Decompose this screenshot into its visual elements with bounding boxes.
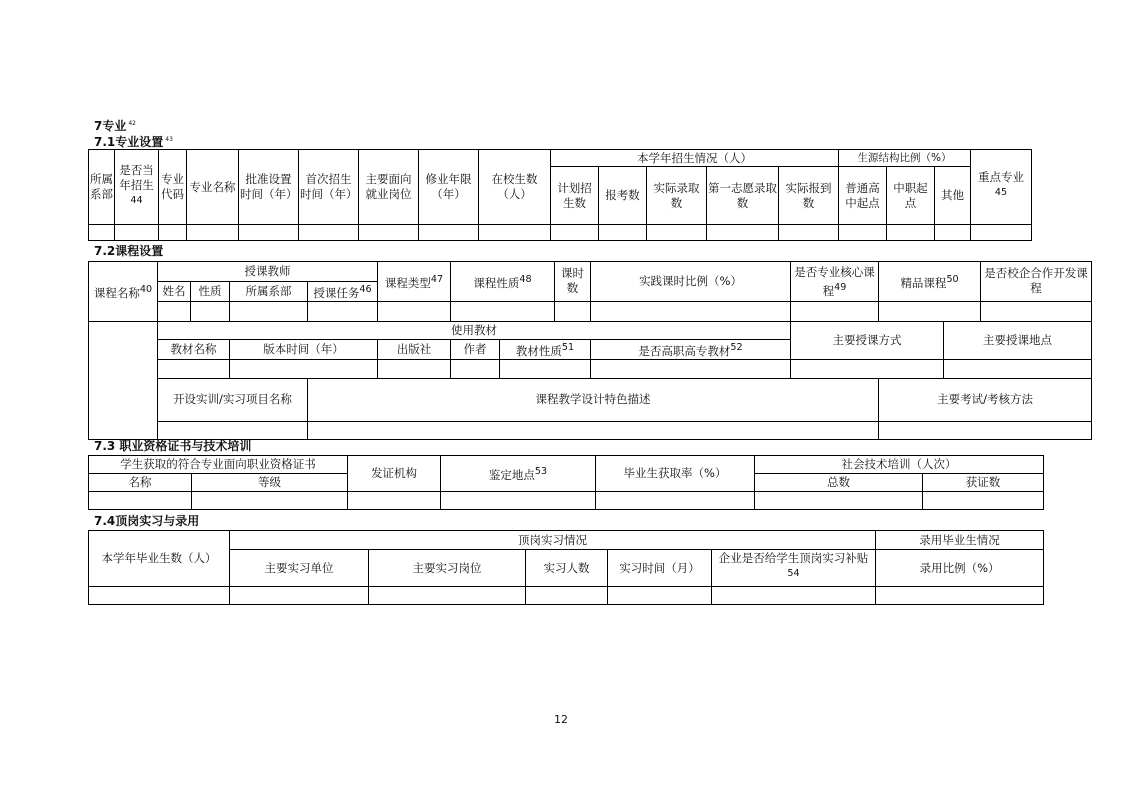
table-row — [89, 301, 1092, 321]
footnote-marker: 44 — [130, 194, 143, 206]
table-cell[interactable] — [158, 421, 308, 439]
table-cell[interactable] — [369, 587, 526, 605]
table-row — [89, 359, 1092, 378]
header-plan: 计划招生数 — [551, 167, 599, 225]
header-first: 首次招生时间（年） — [299, 150, 359, 225]
header-other: 其他 — [935, 167, 971, 225]
header-quality — [879, 262, 981, 302]
header-recruit: 本学年招生情况（人） — [551, 150, 839, 167]
header-book-publisher: 出版社 — [378, 339, 451, 359]
table-cell[interactable] — [647, 225, 707, 241]
header-site — [441, 456, 596, 492]
section-7-2-title: 7.2课程设置 — [94, 244, 164, 258]
footnote-marker: 52 — [730, 341, 743, 353]
table-cell[interactable] — [791, 359, 944, 378]
table-cell[interactable] — [599, 225, 647, 241]
table-cell[interactable] — [923, 492, 1044, 510]
header-key-text: 重点专业 — [978, 170, 1025, 185]
header-course — [89, 262, 158, 322]
table-cell[interactable] — [707, 225, 779, 241]
header-training: 开设实训/实习项目名称 — [158, 378, 308, 421]
table-cell[interactable] — [591, 301, 791, 321]
table-cell[interactable] — [591, 359, 791, 378]
header-core — [791, 262, 879, 302]
section-7-title — [94, 117, 136, 133]
table-cell[interactable] — [608, 587, 712, 605]
table-cell[interactable] — [187, 225, 239, 241]
table-cell[interactable] — [230, 359, 378, 378]
header-book-author: 作者 — [451, 339, 500, 359]
header-code: 专业代码 — [159, 150, 187, 225]
header-ratio: 录用比例（%） — [876, 550, 1044, 587]
table-cell[interactable] — [191, 301, 230, 321]
header-apply: 报考数 — [599, 167, 647, 225]
table-cell[interactable] — [971, 225, 1032, 241]
header-book-higher — [591, 339, 791, 359]
header-quality-text: 精品课程 — [900, 275, 947, 290]
course-setup-table — [88, 261, 1092, 440]
section-7-1-title-text: 7.1专业设置 — [94, 135, 164, 149]
header-subsidy-text: 企业是否给学生顶岗实习补贴 — [718, 551, 869, 566]
table-cell[interactable] — [89, 492, 192, 510]
footnote-marker: 45 — [994, 187, 1008, 199]
header-teacher-task-text: 授课任务 — [313, 285, 360, 300]
table-cell[interactable] — [551, 225, 599, 241]
header-method: 主要授课方式 — [791, 321, 944, 359]
header-source: 生源结构比例（%） — [839, 150, 971, 167]
header-textbook: 使用教材 — [158, 321, 791, 339]
table-cell[interactable] — [89, 587, 230, 605]
table-cell[interactable] — [879, 301, 981, 321]
header-general: 普通高中起点 — [839, 167, 887, 225]
section-7-3-title: 7.3 职业资格证书与技术培训 — [94, 439, 252, 453]
header-nature-text: 课程性质 — [473, 275, 520, 290]
table-cell[interactable] — [555, 301, 591, 321]
footnote-marker: 48 — [519, 274, 532, 285]
table-cell[interactable] — [239, 225, 299, 241]
header-unit: 主要实习单位 — [230, 550, 369, 587]
table-cell[interactable] — [712, 587, 876, 605]
header-location: 主要授课地点 — [944, 321, 1092, 359]
table-cell[interactable] — [479, 225, 551, 241]
table-cell[interactable] — [879, 421, 1092, 439]
header-subsidy — [712, 550, 876, 587]
table-cell[interactable] — [359, 225, 419, 241]
table-cell[interactable] — [526, 587, 608, 605]
header-teacher-name: 姓名 — [158, 282, 191, 302]
header-approve: 批准设置时间（年） — [239, 150, 299, 225]
page-number: 12 — [554, 713, 568, 726]
header-book-nature — [500, 339, 591, 359]
header-enroll — [115, 150, 159, 225]
header-admit: 实际录取数 — [647, 167, 707, 225]
table-cell[interactable] — [192, 492, 348, 510]
table-cell[interactable] — [230, 301, 308, 321]
table-cell[interactable] — [308, 301, 378, 321]
table-row — [89, 587, 1044, 605]
header-social-training: 社会技术培训（人次） — [755, 456, 1044, 474]
header-job: 主要面向就业岗位 — [359, 150, 419, 225]
header-key — [971, 150, 1032, 225]
table-cell[interactable] — [89, 225, 115, 241]
footnote-marker: 50 — [946, 274, 959, 285]
header-book-edition: 版本时间（年） — [230, 339, 378, 359]
table-row — [89, 225, 1032, 241]
table-cell[interactable] — [451, 301, 555, 321]
header-cert-name: 名称 — [89, 474, 192, 492]
table-cell[interactable] — [791, 301, 879, 321]
header-certificate: 学生获取的符合专业面向职业资格证书 — [89, 456, 348, 474]
section-7-1-title — [94, 133, 173, 149]
header-hire: 录用毕业生情况 — [876, 531, 1044, 550]
header-coop: 是否校企合作开发课程 — [981, 262, 1092, 302]
header-report: 实际报到数 — [779, 167, 839, 225]
table-cell[interactable] — [115, 225, 159, 241]
table-cell[interactable] — [779, 225, 839, 241]
header-cert-level: 等级 — [192, 474, 348, 492]
header-enroll-text: 是否当年招生 — [119, 162, 154, 192]
header-nature — [451, 262, 555, 302]
table-cell[interactable] — [981, 301, 1092, 321]
table-cell[interactable] — [158, 301, 191, 321]
table-cell[interactable] — [159, 225, 187, 241]
table-cell[interactable] — [755, 492, 923, 510]
header-internship: 顶岗实习情况 — [230, 531, 876, 550]
footnote-marker: 42 — [128, 120, 136, 127]
footnote-marker: 40 — [139, 284, 153, 295]
header-issuer: 发证机构 — [348, 456, 441, 492]
table-cell[interactable] — [378, 359, 451, 378]
table-cell[interactable] — [419, 225, 479, 241]
table-row — [89, 421, 1092, 439]
table-cell[interactable] — [944, 359, 1092, 378]
header-teacher: 授课教师 — [158, 262, 378, 282]
header-teacher-task — [308, 282, 378, 302]
table-cell[interactable] — [596, 492, 755, 510]
table-cell[interactable] — [158, 359, 230, 378]
header-got: 获证数 — [923, 474, 1044, 492]
header-practice: 实践课时比例（%） — [591, 262, 791, 302]
header-dept: 所属系部 — [89, 150, 115, 225]
header-type-text: 课程类型 — [384, 275, 431, 290]
header-count: 实习人数 — [526, 550, 608, 587]
table-cell[interactable] — [299, 225, 359, 241]
footnote-marker: 46 — [359, 284, 372, 295]
footnote-marker: 53 — [534, 466, 548, 478]
header-teacher-nature: 性质 — [191, 282, 230, 302]
footnote-marker: 43 — [165, 136, 173, 143]
table-cell[interactable] — [378, 301, 451, 321]
header-graduates: 本学年毕业生数（人） — [89, 531, 230, 587]
footnote-marker: 49 — [834, 281, 847, 293]
header-type — [378, 262, 451, 302]
table-cell[interactable] — [451, 359, 500, 378]
header-book-higher-text: 是否高职高专教材 — [638, 343, 731, 358]
header-rate: 毕业生获取率（%） — [596, 456, 755, 492]
header-design: 课程教学设计特色描述 — [308, 378, 879, 421]
header-site-text: 鉴定地点 — [488, 467, 535, 482]
table-cell[interactable] — [935, 225, 971, 241]
table-cell[interactable] — [500, 359, 591, 378]
footnote-marker: 51 — [561, 341, 575, 353]
header-time: 实习时间（月） — [608, 550, 712, 587]
header-vocational: 中职起点 — [887, 167, 935, 225]
table-cell[interactable] — [876, 587, 1044, 605]
table-row — [89, 492, 1044, 510]
internship-table — [88, 530, 1044, 605]
table-cell[interactable] — [230, 587, 369, 605]
header-students: 在校生数（人） — [479, 150, 551, 225]
section-7-4-title: 7.4顶岗实习与录用 — [94, 514, 200, 528]
header-book-name: 教材名称 — [158, 339, 230, 359]
header-years: 修业年限（年） — [419, 150, 479, 225]
header-post: 主要实习岗位 — [369, 550, 526, 587]
header-hours: 课时数 — [555, 262, 591, 302]
section-7-title-text: 7专业 — [94, 119, 127, 133]
table-cell[interactable] — [441, 492, 596, 510]
header-total: 总数 — [755, 474, 923, 492]
table-cell[interactable] — [348, 492, 441, 510]
major-setup-table — [88, 149, 1032, 241]
table-cell[interactable] — [887, 225, 935, 241]
header-course-text: 课程名称 — [93, 285, 140, 300]
header-book-nature-text: 教材性质 — [515, 343, 562, 358]
header-core-text: 是否专业核心课程 — [794, 264, 875, 298]
table-cell[interactable] — [89, 321, 158, 439]
certificate-table — [88, 455, 1044, 510]
table-cell[interactable] — [839, 225, 887, 241]
header-name: 专业名称 — [187, 150, 239, 225]
footnote-marker: 47 — [430, 274, 444, 285]
table-cell[interactable] — [308, 421, 879, 439]
footnote-marker: 54 — [787, 568, 800, 580]
header-exam: 主要考试/考核方法 — [879, 378, 1092, 421]
header-teacher-dept: 所属系部 — [230, 282, 308, 302]
header-first-choice: 第一志愿录取数 — [707, 167, 779, 225]
